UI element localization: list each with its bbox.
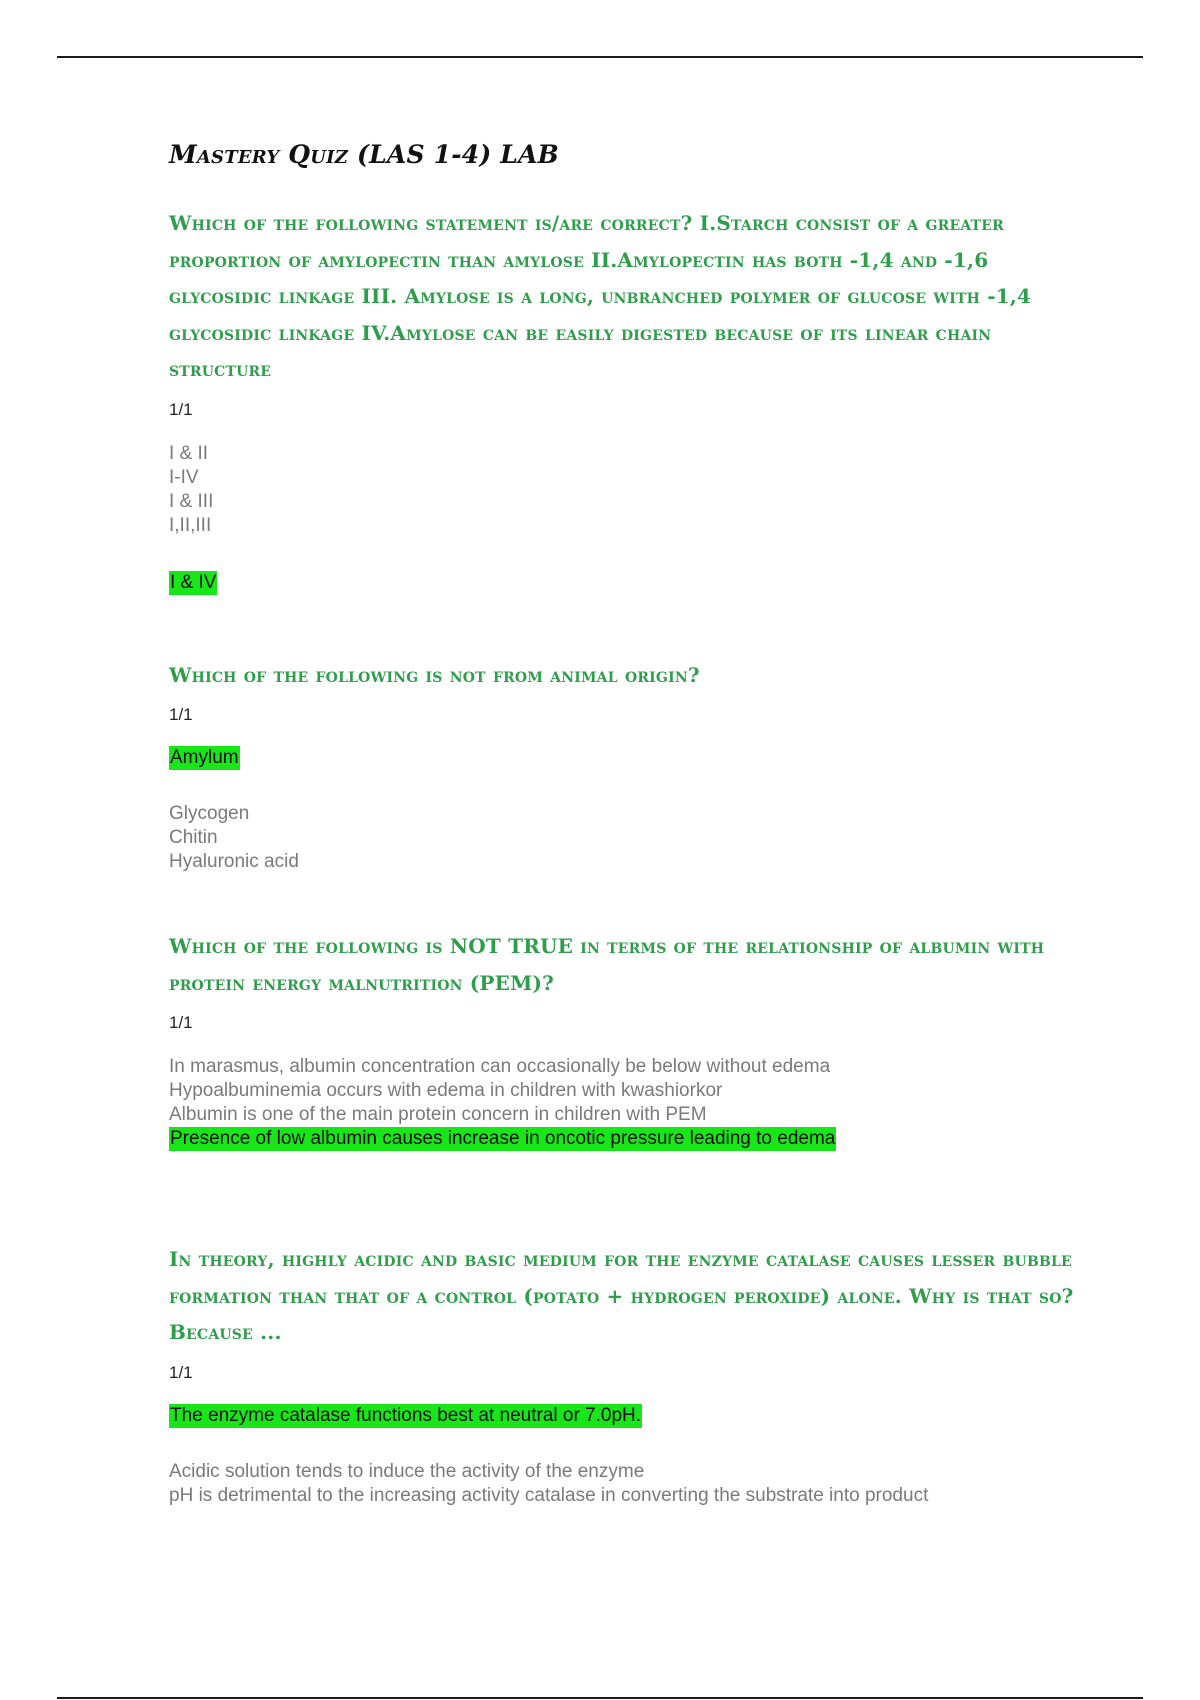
option-list [169,802,1089,874]
correct-answer-highlight: Amylum [170,747,239,768]
correct-answer-highlight: I & IV [170,571,217,593]
question-block-4 [169,1241,1089,1508]
correct-answer-highlight: The enzyme catalase functions best at neutral or 7.0pH. [170,1404,642,1426]
option-list [169,442,1089,538]
quiz-content [169,140,1089,1508]
top-rule [57,56,1143,58]
option-list [169,1055,1089,1127]
question-block-2 [169,657,1089,875]
option-item: pH is detrimental to the increasing activity catalase in converting the substrate into product [169,1484,929,1506]
question-text: Which of the following is NOT TRUE in terms of the relationship of albumin with protein energy malnutrition (PEM)? [169,934,1045,995]
question-score: 1/1 [169,705,193,724]
question-score: 1/1 [169,1013,193,1032]
option-item: I-IV [169,466,199,488]
option-item: In marasmus, albumin concentration can occasionally be below without edema [169,1056,831,1077]
question-text: Which of the following is not from animal origin? [169,662,700,687]
option-item: Albumin is one of the main protein concern in children with PEM [169,1104,707,1125]
question-score: 1/1 [169,1362,193,1382]
option-item: Hypoalbuminemia occurs with edema in children with kwashiorkor [169,1080,723,1101]
question-text: In theory, highly acidic and basic medium for the enzyme catalase causes lesser bubble formation than that of a control (potato + hydrogen peroxide) alone. Why is that so? Because ... [169,1247,1074,1344]
option-item: I,II,III [169,514,212,536]
option-item: Hyaluronic acid [169,851,299,872]
bottom-rule [57,1697,1143,1699]
option-item: Acidic solution tends to induce the activity of the enzyme [169,1460,645,1482]
option-item: I & III [169,490,214,512]
correct-answer-highlight: Presence of low albumin causes increase in oncotic pressure leading to edema [170,1128,836,1149]
option-item: I & II [169,442,209,464]
question-block-3 [169,928,1089,1151]
option-list [169,1460,1089,1508]
question-text: Which of the following statement is/are correct? I.Starch consist of a greater proportion of amylopectin than amylose II.Amylopectin has both -1,4 and -1,6 glycosidic linkage III. Amylose is a long, unbranched polymer of glucose with -1,4 glycosidic linkage IV.Amylose can be easily digested because of its linear chain structure [169,211,1032,381]
page-title: Mastery Quiz (LAS 1-4) LAB [169,140,560,169]
option-item: Glycogen [169,803,250,824]
option-item: Chitin [169,827,218,848]
question-block-1 [169,205,1089,595]
question-score: 1/1 [169,399,193,419]
